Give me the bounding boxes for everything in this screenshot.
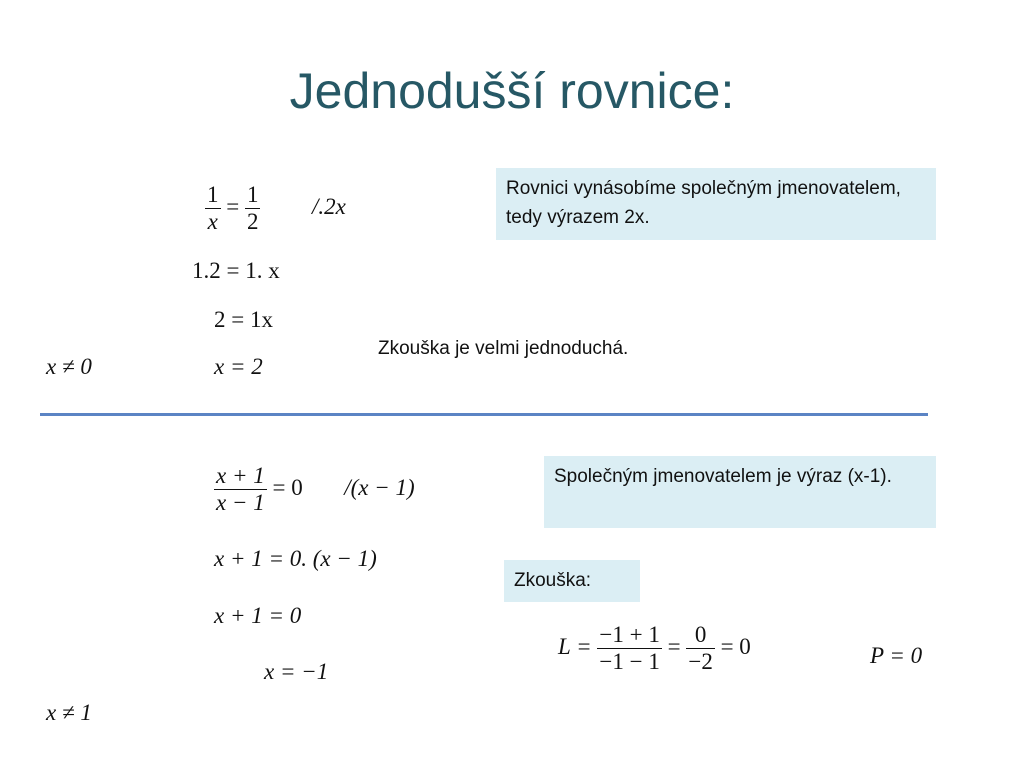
equation-6: x + 1 = 0. (x − 1) <box>214 546 377 571</box>
fraction-denominator: 2 <box>246 209 259 234</box>
fraction-numerator: 0 <box>694 622 707 647</box>
note-box-check: Zkouška: <box>504 560 640 602</box>
fraction-rhs <box>245 182 261 235</box>
multiplier: /.2x <box>311 193 346 219</box>
check-fraction-1 <box>597 622 661 675</box>
condition-1: x ≠ 0 <box>46 354 92 379</box>
check-rhs: P = 0 <box>870 643 923 668</box>
equation-3: 2 = 1x <box>214 307 273 332</box>
check-lhs: L = <box>558 633 592 659</box>
fraction-numerator: 1 <box>207 182 219 207</box>
fraction-denominator: x − 1 <box>216 490 265 515</box>
fraction-numerator: 1 <box>246 182 259 207</box>
equals-sign: = <box>226 193 240 219</box>
condition-2: x ≠ 1 <box>46 700 92 725</box>
equation-8: x = −1 <box>264 659 329 684</box>
equals-zero: = 0 <box>272 474 303 500</box>
note-check-simple: Zkouška je velmi jednoduchá. <box>378 338 629 359</box>
equation-5-fraction <box>214 463 415 516</box>
section-divider <box>40 413 928 416</box>
multiplier: /(x − 1) <box>344 474 415 500</box>
fraction <box>214 463 267 516</box>
equation-2: 1.2 = 1. x <box>192 258 280 283</box>
check-fraction-2 <box>686 622 714 675</box>
equals-sign: = <box>667 633 681 659</box>
note-box-1: Rovnici vynásobíme společným jmenovatelem, tedy výrazem 2x. <box>496 168 936 240</box>
equation-4: x = 2 <box>214 354 263 379</box>
fraction-numerator: −1 + 1 <box>599 622 660 647</box>
fraction-lhs <box>205 182 221 235</box>
equals-zero: = 0 <box>720 633 751 659</box>
note-box-2: Společným jmenovatelem je výraz (x-1). <box>544 456 936 528</box>
equation-1-fraction <box>205 182 346 235</box>
equation-7: x + 1 = 0 <box>214 603 302 628</box>
fraction-denominator: −2 <box>688 649 713 674</box>
check-equation <box>558 622 751 675</box>
fraction-numerator: x + 1 <box>216 463 265 488</box>
fraction-denominator: x <box>205 208 221 235</box>
fraction-denominator: −1 − 1 <box>599 649 660 674</box>
slide-title: Jednodušší rovnice: <box>289 63 735 119</box>
